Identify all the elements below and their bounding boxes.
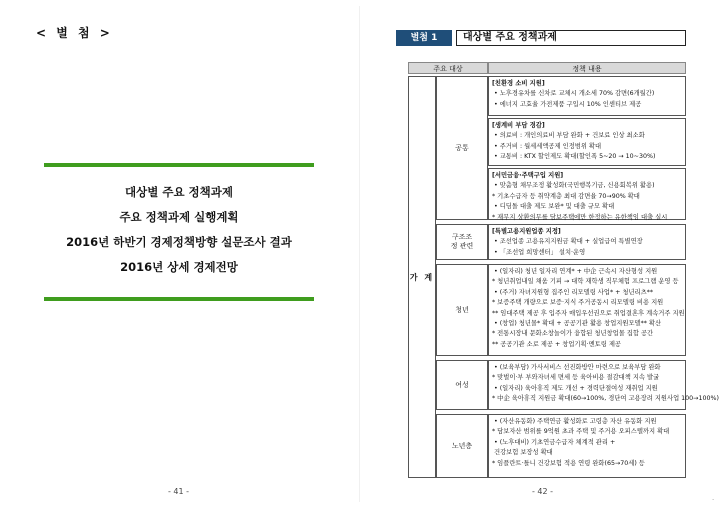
target-cell bbox=[436, 414, 488, 478]
policy-item: • 디딤돌 대출 제도 보완* 및 대출 규모 확대 bbox=[494, 203, 615, 211]
attachment-header: < 별 첨 > bbox=[36, 26, 113, 40]
column-header-target: 주요 대상 bbox=[408, 62, 488, 74]
policy-block bbox=[488, 118, 686, 166]
main-target-cell bbox=[408, 76, 436, 478]
policy-note: * 中企 육아휴직 지원금 확대(60→100%, 경단여 고용장려 지원사업 100→100%) bbox=[492, 395, 719, 403]
policy-heading: [생계비 부담 경감] bbox=[492, 122, 545, 129]
policy-item: • 에너지 고효율 가전제품 구입시 10% 인센티브 제공 bbox=[494, 100, 642, 108]
title-line: 2016년 상세 경제전망 bbox=[120, 260, 238, 274]
policy-item: • (일자리) 육아휴직 제도 개선 + 경력단절여성 재취업 지원 bbox=[494, 384, 658, 392]
policy-item: • 맞춤형 채무조정 활성화(국민행복기금, 신용회복위 활용) bbox=[494, 182, 655, 190]
policy-item: • 주거비 : 월세세액공제 인정범위 확대 bbox=[494, 142, 602, 150]
policy-item: • (자산유동화) 주택연금 활성화로 고령층 자산 유동화 지원 bbox=[494, 418, 657, 425]
policy-item: • 교통비 : KTX 할인제도 확대(할인폭 5~20 → 10~30%) bbox=[494, 153, 656, 161]
policy-block bbox=[488, 76, 686, 116]
policy-note: * 임플란트·틀니 건강보험 적용 연령 완화(65→70세) 등 bbox=[492, 459, 645, 467]
column-header-policy: 정책 내용 bbox=[488, 62, 686, 74]
right-page bbox=[360, 0, 720, 508]
target-label: 노년층 bbox=[451, 441, 473, 450]
target-cell bbox=[436, 264, 488, 356]
title-list bbox=[44, 180, 314, 280]
title-line: 2016년 하반기 경제정책방향 설문조사 결과 bbox=[66, 235, 292, 249]
target-cell bbox=[436, 360, 488, 410]
policy-block bbox=[488, 168, 686, 220]
green-divider-bottom bbox=[44, 297, 314, 301]
target-label: 구조조정 관련 bbox=[450, 233, 474, 250]
target-label: 청년 bbox=[455, 305, 469, 314]
policy-note: * 맞벌이·부 부와자녀세 면세 등 육아비용 절감대책 지속 발굴 bbox=[492, 374, 660, 382]
page-number-left: - 41 - bbox=[168, 487, 190, 496]
policy-note: * 청년취업내일 채움 기피 → 대학 재학생 직무체험 프로그램 운영 등 bbox=[492, 278, 679, 286]
policy-item: • (주거) 자녀지원형 집주인 리모델링 사업* + 청년리츠** bbox=[494, 288, 654, 296]
policy-item: • (보육부담) 가사서비스 선진화방안 마련으로 보육부담 완화 bbox=[494, 364, 661, 371]
policy-item: • (일자리) 청년 일자리 연계* + 中企 근속시 자산형성 지원 bbox=[494, 268, 658, 275]
target-cell bbox=[436, 76, 488, 220]
policy-item: • (창업) 청년몰* 확대 + 공공기관 활용 창업지원모델** 확산 bbox=[494, 320, 662, 328]
policy-note: * 재무지 상환의무를 담보주택에만 한정하는 유한책임 대출 실시 bbox=[492, 213, 668, 221]
policy-heading: [친환경 소비 지원] bbox=[492, 80, 545, 87]
target-label: 여성 bbox=[455, 380, 469, 389]
policy-note: * 담보자산 범위를 9억원 초과 주택 및 주거용 오피스텔까지 확대 bbox=[492, 428, 670, 436]
green-divider-top bbox=[44, 163, 314, 167]
policy-note: * 기초수급자 등 취약계층 최대 감면율 70→90% 확대 bbox=[492, 192, 640, 200]
title-line: 대상별 주요 정책과제 bbox=[125, 185, 233, 199]
policy-item: • 조선업종 고용유지지원금 확대 + 실업급여 특별연장 bbox=[494, 238, 643, 246]
policy-item: 건강보험 보장성 확대 bbox=[494, 449, 553, 457]
section-title: 대상별 주요 정책과제 bbox=[456, 30, 686, 46]
page-number-right: - 42 - bbox=[532, 487, 554, 496]
attachment-badge: 별첨 1 bbox=[396, 30, 452, 46]
policy-note: ** 임대주택 제공 후 입주자 매입우선권으로 취업결혼후 계속거주 지원 bbox=[492, 309, 685, 317]
main-target-label: 가 계 bbox=[409, 272, 435, 282]
policy-block bbox=[488, 360, 719, 410]
policy-note: ** 공공기관 소로 제공 + 창업기획·멘토링 제공 bbox=[492, 340, 621, 348]
target-cell bbox=[436, 224, 488, 260]
policy-heading: [서민금융·주택구입 지원] bbox=[492, 172, 564, 179]
title-line: 주요 정책과제 실행계획 bbox=[119, 210, 239, 224]
policy-item: • (노후대비) 기초연금수급자 체계적 관리 + bbox=[494, 438, 616, 446]
policy-block bbox=[488, 224, 686, 260]
policy-item: • 의료비 : 개인의료비 부담 완화 + 건보료 인상 최소화 bbox=[494, 132, 645, 140]
policy-item: • 노후경유차를 신차로 교체시 개소세 70% 감면(6개월간) bbox=[494, 90, 655, 98]
policy-block bbox=[488, 414, 686, 478]
policy-block bbox=[488, 264, 686, 356]
target-label: 공통 bbox=[455, 143, 469, 152]
policy-item: • 「조선업 희망센터」 설치·운영 bbox=[494, 248, 586, 256]
policy-note: * 전통시장내 문화소창놀이가 융합된 청년창업몰 집합 공간 bbox=[492, 330, 654, 338]
corner-mark: . bbox=[712, 495, 714, 502]
policy-note: * 보증주택 개량으로 보증·지식 주거공동시 리모델링 비용 지원 bbox=[492, 299, 664, 307]
policy-heading: [특별고용지원업종 지정] bbox=[492, 228, 561, 235]
